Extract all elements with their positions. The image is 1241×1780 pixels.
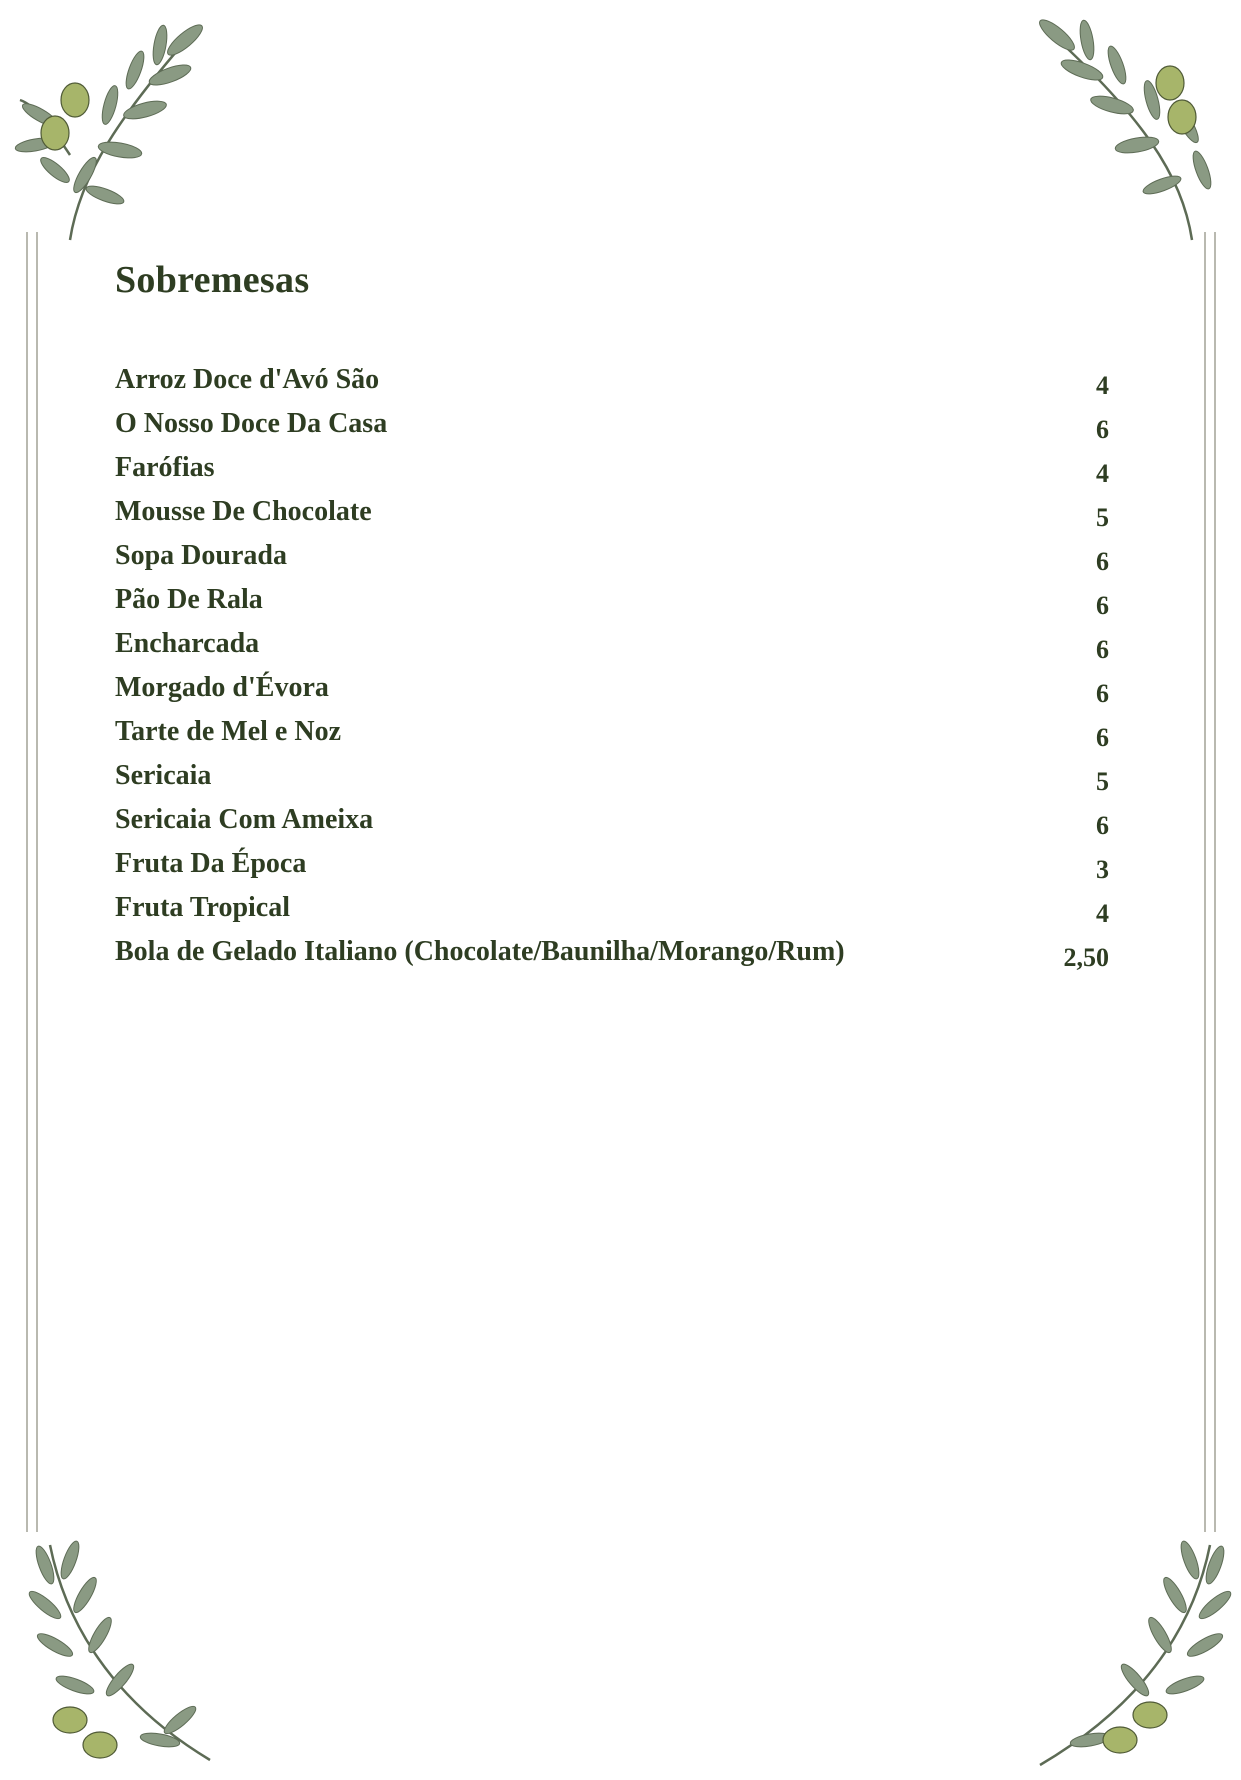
menu-item-name: Sericaia Com Ameixa — [115, 804, 374, 835]
menu-item-price: 6 — [1096, 591, 1109, 620]
menu-item-name: Pão De Rala — [115, 584, 263, 615]
menu-item-price: 5 — [1096, 503, 1109, 532]
menu-item-price: 4 — [1096, 459, 1109, 488]
menu-item — [115, 536, 1109, 580]
menu-item — [115, 448, 1109, 492]
menu-item — [115, 756, 1109, 800]
menu-item-price: 2,50 — [1063, 943, 1109, 972]
menu-item-price: 4 — [1096, 371, 1109, 400]
menu-item-name: Arroz Doce d'Avó São — [115, 364, 380, 395]
menu-item-price: 6 — [1096, 723, 1109, 752]
menu-item-price: 6 — [1096, 635, 1109, 664]
menu-item-name: Bola de Gelado Italiano (Chocolate/Baunilha/Morango/Rum) — [115, 936, 845, 967]
section-title: Sobremesas — [115, 259, 310, 301]
menu-item-name: Tarte de Mel e Noz — [115, 716, 341, 747]
menu-item-price: 4 — [1096, 899, 1109, 928]
menu-item — [115, 888, 1109, 932]
menu-item-price: 3 — [1096, 855, 1109, 884]
menu-item — [115, 668, 1109, 712]
frame-line-right-inner — [1204, 232, 1206, 1532]
menu-item — [115, 844, 1109, 888]
menu-item — [115, 624, 1109, 668]
menu-item-name: Morgado d'Évora — [115, 672, 329, 703]
menu-item-price: 6 — [1096, 811, 1109, 840]
dessert-menu-list — [115, 360, 1109, 976]
menu-item — [115, 492, 1109, 536]
frame-line-left-outer — [26, 232, 28, 1532]
menu-item — [115, 712, 1109, 756]
menu-item — [115, 580, 1109, 624]
menu-item-name: Farófias — [115, 452, 215, 483]
menu-item-name: Fruta Tropical — [115, 892, 290, 923]
menu-item-name: Encharcada — [115, 628, 260, 659]
menu-item-name: Fruta Da Época — [115, 848, 307, 879]
olive-branch-icon — [10, 5, 230, 245]
menu-item-price: 6 — [1096, 679, 1109, 708]
frame-line-left-inner — [36, 232, 38, 1532]
menu-item-name: Mousse De Chocolate — [115, 496, 372, 527]
olive-branch-icon — [1012, 5, 1232, 245]
menu-item-price: 5 — [1096, 767, 1109, 796]
menu-item — [115, 404, 1109, 448]
olive-branch-icon — [1020, 1540, 1240, 1780]
menu-item-price: 6 — [1096, 547, 1109, 576]
menu-item-name: Sopa Dourada — [115, 540, 287, 571]
frame-line-right-outer — [1214, 232, 1216, 1532]
olive-branch-icon — [10, 1540, 230, 1780]
menu-item — [115, 932, 1109, 976]
menu-item — [115, 800, 1109, 844]
menu-item-price: 6 — [1096, 415, 1109, 444]
menu-item — [115, 360, 1109, 404]
menu-item-name: O Nosso Doce Da Casa — [115, 408, 388, 439]
menu-item-name: Sericaia — [115, 760, 212, 791]
